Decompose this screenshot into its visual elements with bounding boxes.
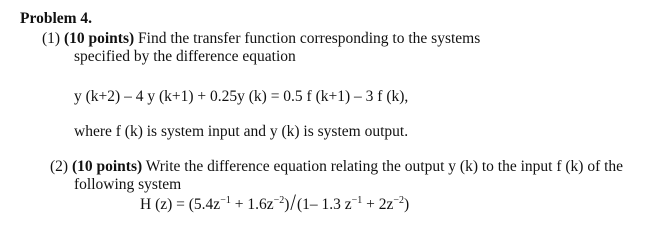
part2-points: (10 points): [71, 158, 143, 175]
problem-title: Problem 4.: [20, 10, 93, 27]
part1-intro-line: [42, 30, 480, 48]
eq-numerator: $(5.4z^{-1} + 1.6z^{-2})$: [188, 195, 290, 213]
eq-division-slash: /: [290, 190, 296, 216]
part1-intro-continued: specified by the difference equation: [74, 48, 296, 65]
eq-denominator: (1– 1.3 $z^{-1} + 2z^{-2}$): [296, 195, 410, 213]
part1-points: (10 points): [63, 30, 135, 47]
part1-number: (1): [42, 30, 61, 47]
part2-intro: Write the difference equation relating the output y (k) to the input f (k) of the: [145, 158, 624, 175]
part2-intro-line: [50, 158, 623, 176]
part1-intro: Find the transfer function corresponding to the systems: [138, 30, 481, 47]
part2-number: (2): [50, 158, 69, 175]
eq-lhs: H (z) =: [140, 196, 189, 213]
part2-transfer-function: [140, 190, 410, 216]
part1-where-clause: where f (k) is system input and y (k) is system output.: [74, 123, 409, 140]
part2-intro-continued: following system: [74, 176, 182, 193]
part1-difference-equation: y (k+2) – 4 y (k+1) + 0.25y (k) = 0.5 f (k+1) – 3 f (k),: [74, 88, 409, 105]
